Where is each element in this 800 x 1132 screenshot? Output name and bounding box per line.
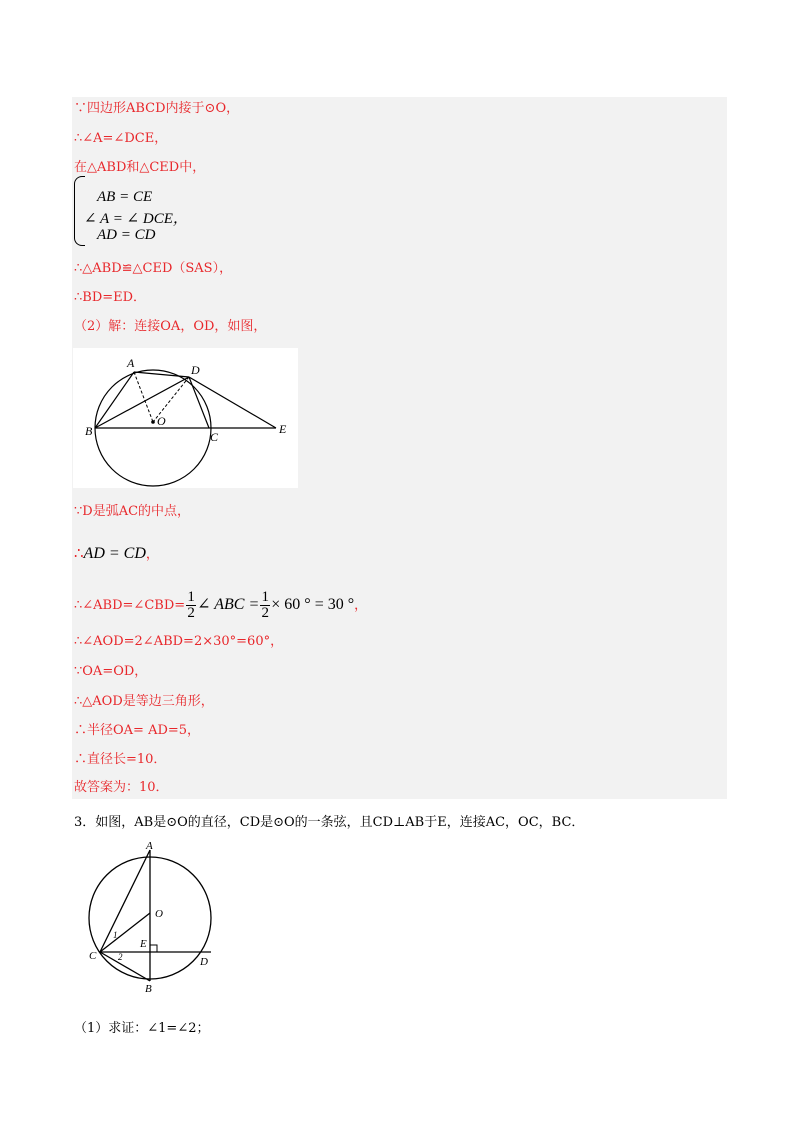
solution-line-3: 在△ABD和△CED中， xyxy=(74,160,206,175)
solution-line-12: ∴半径OA= AD=5， xyxy=(74,723,201,738)
label-O: O xyxy=(157,414,166,428)
system-eq-2: ∠ A = ∠ DCE， xyxy=(84,211,188,227)
label-D: D xyxy=(191,363,200,377)
solution-line-1: ∵四边形ABCD内接于⊙O， xyxy=(74,101,240,116)
question-3-part-1: （1）求证：∠1=∠2； xyxy=(74,1021,210,1036)
solution-line-6: ∵D是弧AC的中点， xyxy=(74,504,191,519)
label-A: A xyxy=(127,356,135,370)
figure-circle-abcde xyxy=(73,348,298,488)
label-D: D xyxy=(200,956,208,968)
label-B: B xyxy=(85,424,93,438)
system-eq-3: AD = CD xyxy=(97,227,156,243)
solution-line-11: ∴△AOD是等边三角形， xyxy=(74,694,214,709)
figure-circle-question3 xyxy=(80,838,220,998)
label-B: B xyxy=(145,983,152,995)
angle-label-2: 2 xyxy=(118,952,123,962)
label-C: C xyxy=(89,950,97,962)
solution-line-9: ∴∠AOD=2∠ABD=2×30°=60°， xyxy=(74,634,284,649)
question-3: 3．如图，AB是⊙O的直径，CD是⊙O的一条弦，且CD⊥AB于E，连接AC，OC，BC． xyxy=(74,815,585,830)
solution-line-2: ∴∠A=∠DCE， xyxy=(74,131,168,146)
solution-line-10: ∵OA=OD， xyxy=(74,664,148,679)
label-C: C xyxy=(210,430,219,444)
solution-line-4: ∴△ABD≌△CED（SAS）， xyxy=(74,261,233,276)
solution-line-8: ∴∠ABD=∠CBD= $\frac{1}{2}$ ∠ ABC = $\frac{1}{2}$ × 60 ° = 30 °， xyxy=(74,589,368,621)
angle-label-1: 1 xyxy=(113,930,118,940)
part2-heading: （2）解：连接OA，OD，如图， xyxy=(74,319,267,334)
label-A: A xyxy=(146,840,153,852)
system-eq-1: AB = CE xyxy=(97,189,153,205)
label-E: E xyxy=(140,938,147,950)
solution-line-7: ∴AD = CD， xyxy=(74,544,159,562)
label-E: E xyxy=(279,422,287,436)
solution-line-13: ∴直径长=10． xyxy=(74,752,167,767)
solution-line-5: ∴BD=ED． xyxy=(74,290,147,305)
solution-line-14: 故答案为：10． xyxy=(74,780,169,795)
label-O: O xyxy=(155,908,163,920)
